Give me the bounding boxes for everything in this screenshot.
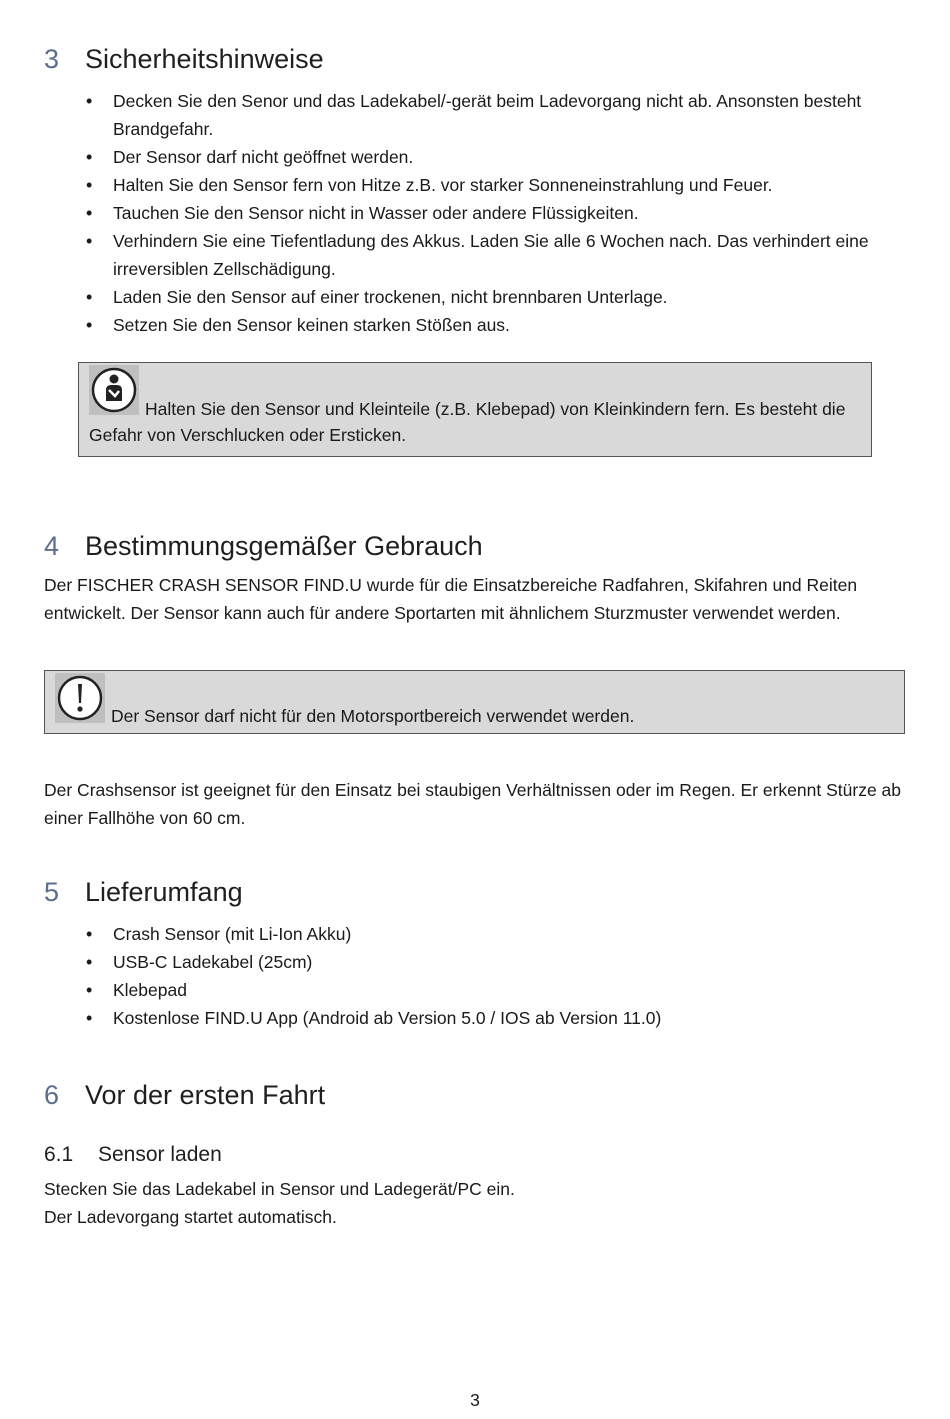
- page-number: 3: [470, 1390, 480, 1410]
- list-item: • Verhindern Sie eine Tiefentladung des Akkus. Laden Sie alle 6 Wochen nach. Das verhindert eine irreversiblen Zellschädigung.: [0, 227, 898, 283]
- usage-paragraph: Der FISCHER CRASH SENSOR FIND.U wurde für die Einsatzbereiche Radfahren, Skifahren und Reiten entwickelt. Der Sensor kann auch für andere Sportarten mit ähnlichem Sturzmuster verwendet werden.: [44, 575, 858, 623]
- list-item: • Setzen Sie den Sensor keinen starken Stößen aus.: [0, 311, 900, 339]
- notice-text: Der Sensor darf nicht für den Motorsportbereich verwendet werden.: [111, 706, 635, 726]
- section-3-heading: [44, 44, 324, 75]
- section-number: 5: [44, 877, 60, 907]
- section-number: 3: [44, 44, 60, 74]
- section-number: 6: [44, 1080, 60, 1110]
- notice-text: Halten Sie den Sensor und Kleinteile (z.B. Klebepad) von Kleinkindern fern. Es besteht die Gefahr von Verschlucken oder Ersticken.: [89, 399, 846, 445]
- list-item: • Kostenlose FIND.U App (Android ab Version 5.0 / IOS ab Version 11.0): [0, 1004, 900, 1032]
- section-4-heading: [44, 531, 483, 562]
- list-item: • Crash Sensor (mit Li-Ion Akku): [0, 920, 900, 948]
- list-item: • Tauchen Sie den Sensor nicht in Wasser oder andere Flüssigkeiten.: [0, 199, 900, 227]
- list-item: • Klebepad: [0, 976, 900, 1004]
- safety-list: [0, 87, 900, 339]
- list-item: • Decken Sie den Senor und das Ladekabel/-gerät beim Ladevorgang nicht ab. Ansonsten besteht Brandgefahr.: [0, 87, 873, 143]
- section-title: Lieferumfang: [85, 877, 243, 907]
- section-6-heading: [44, 1080, 325, 1111]
- charging-paragraph: [44, 1175, 904, 1231]
- charging-line-1: Stecken Sie das Ladekabel in Sensor und Ladegerät/PC ein.: [44, 1179, 515, 1199]
- list-item: • Laden Sie den Sensor auf einer trockenen, nicht brennbaren Unterlage.: [0, 283, 900, 311]
- subsection-number: 6.1: [44, 1143, 74, 1166]
- section-number: 4: [44, 531, 60, 561]
- list-item: • Halten Sie den Sensor fern von Hitze z.B. vor starker Sonneneinstrahlung und Feuer.: [0, 171, 900, 199]
- exclamation-icon: [55, 673, 105, 723]
- list-item: • Der Sensor darf nicht geöffnet werden.: [0, 143, 900, 171]
- section-title: Vor der ersten Fahrt: [85, 1080, 326, 1110]
- list-item: • USB-C Ladekabel (25cm): [0, 948, 900, 976]
- charging-line-2: Der Ladevorgang startet automatisch.: [44, 1207, 337, 1227]
- subsection-title: Sensor laden: [98, 1143, 222, 1166]
- section-title: Bestimmungsgemäßer Gebrauch: [85, 531, 483, 561]
- section-title: Sicherheitshinweise: [85, 44, 324, 74]
- section-5-heading: [44, 877, 243, 908]
- contents-list: [0, 920, 900, 1032]
- child-safety-notice: [78, 362, 872, 457]
- subsection-6-1-heading: [44, 1143, 222, 1167]
- conditions-paragraph: Der Crashsensor ist geeignet für den Einsatz bei staubigen Verhältnissen oder im Regen. Er erkennt Stürze ab einer Fallhöhe von 60 cm.: [44, 780, 902, 828]
- motorsport-notice: [44, 670, 905, 734]
